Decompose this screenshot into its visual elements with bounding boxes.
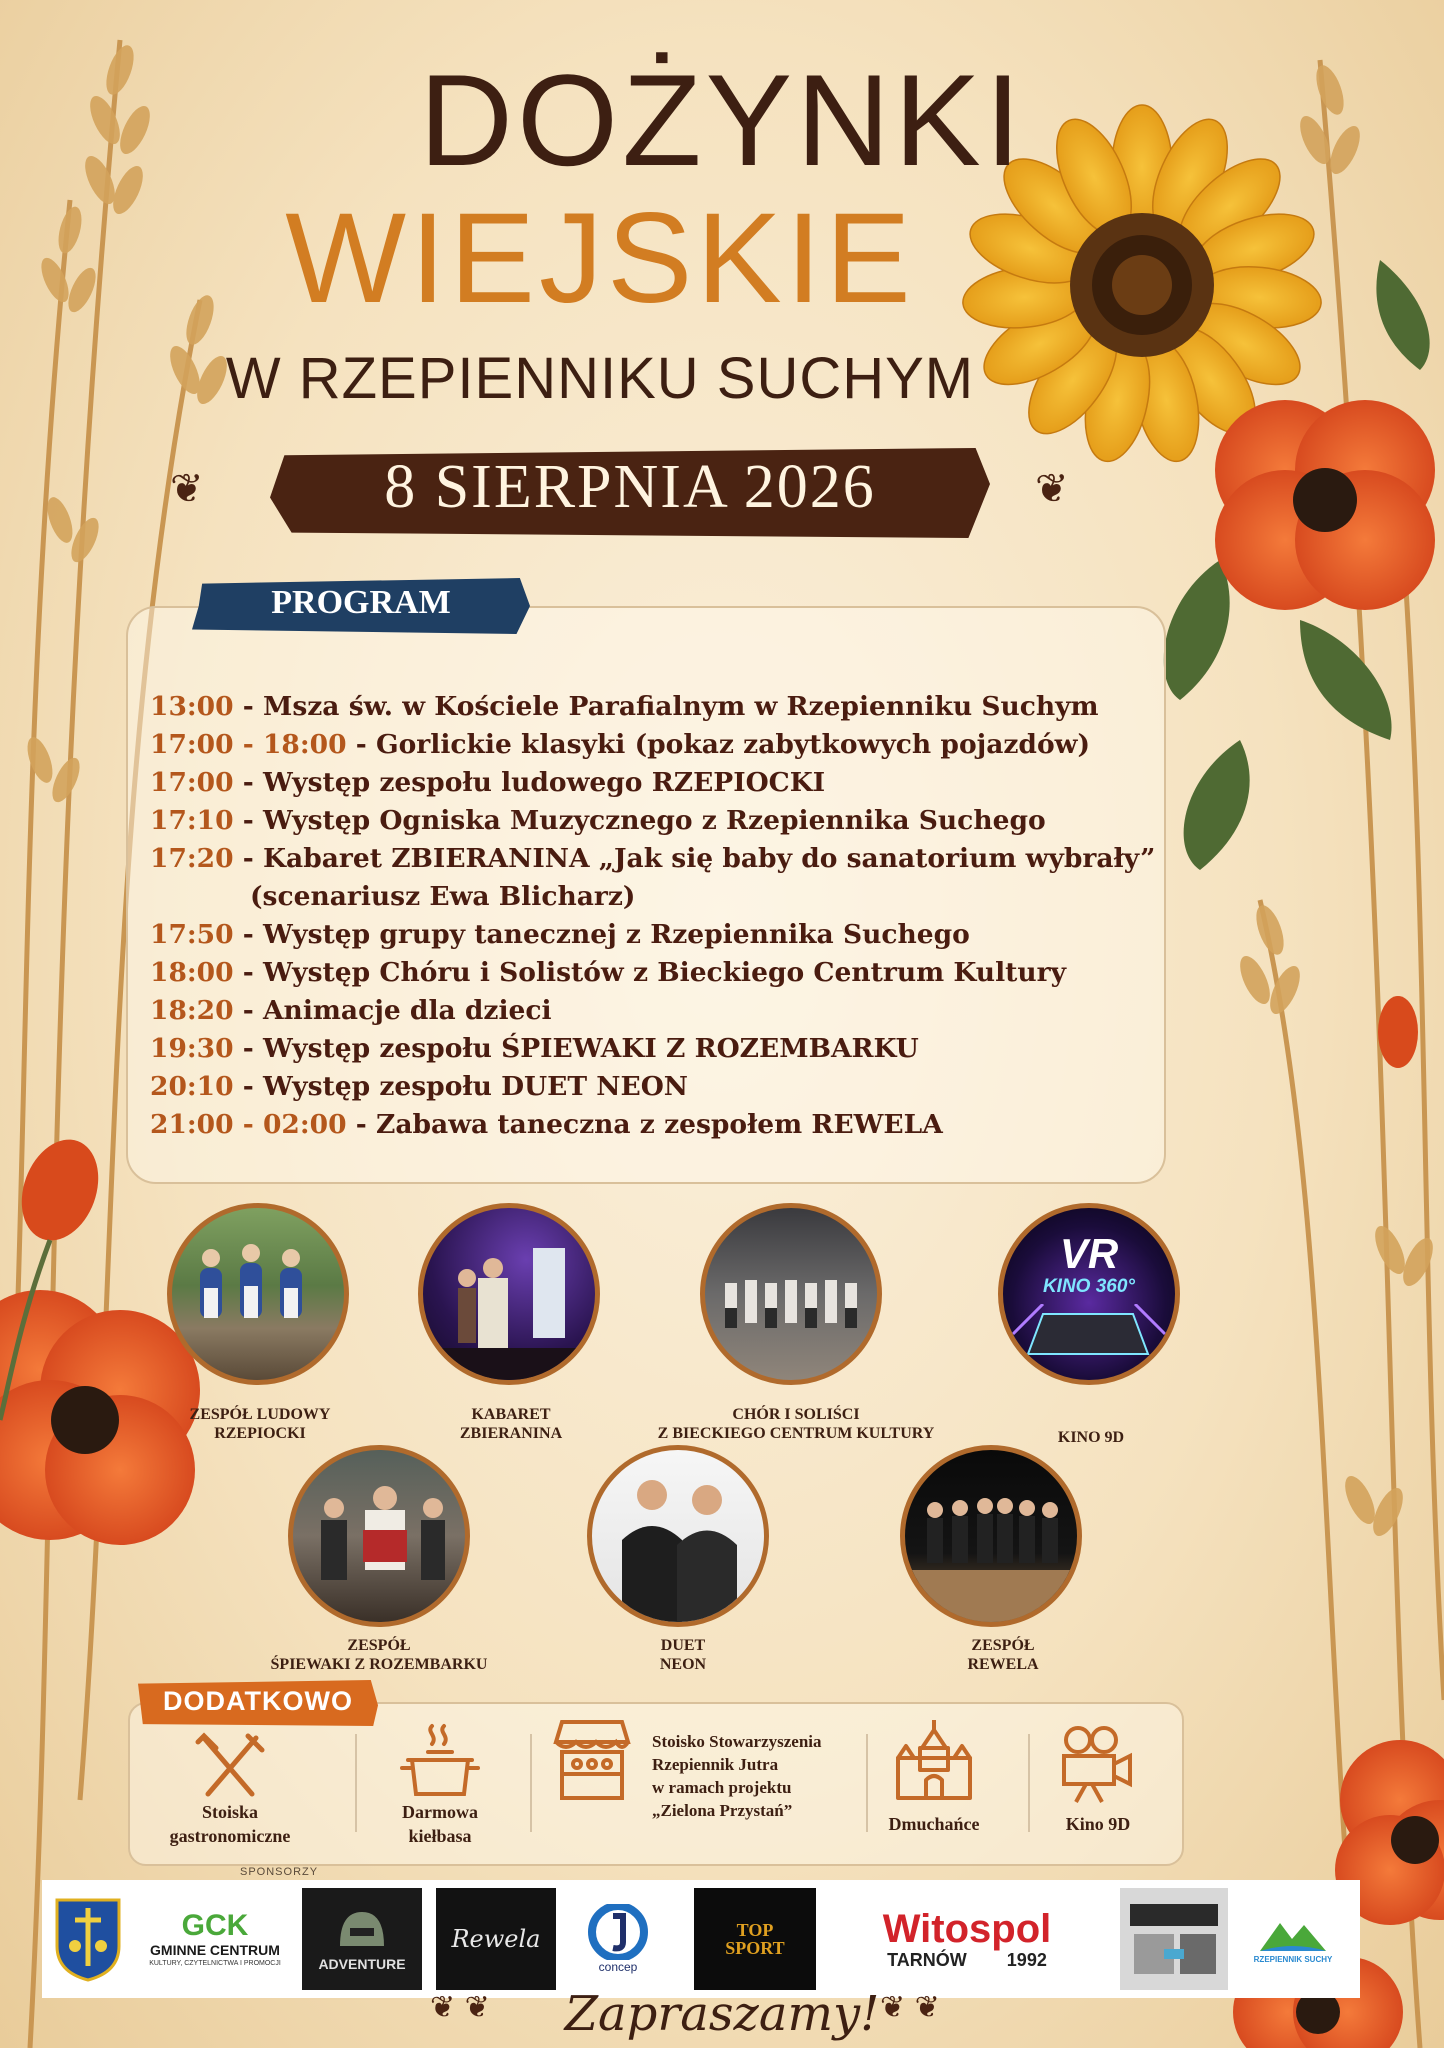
sprig-right-icon: ❦ <box>1035 466 1069 512</box>
poppy-icon <box>1215 400 1435 610</box>
caption-rewela: ZESPÓŁ REWELA <box>967 1637 1039 1673</box>
photo-spiewaki <box>288 1445 470 1627</box>
extras-heading: DODATKOWO <box>163 1686 353 1716</box>
program-item: 17:00 - 18:00 - Gorlickie klasyki (pokaz zabytkowych pojazdów) <box>150 729 1090 760</box>
title-dozynki: DOŻYNKI <box>419 47 1025 193</box>
gck-logo: GCK GMINNE CENTRUM KULTURY, CZYTELNICTWA I PROMOCJI <box>149 1908 281 1967</box>
concept-logo: concep <box>572 1888 664 1990</box>
caption-choir: CHÓR I SOLIŚCI Z BIECKIEGO CENTRUM KULTURY <box>657 1406 935 1442</box>
caption-spiewaki: ZESPÓŁ ŚPIEWAKI Z ROZEMBARKU <box>270 1637 488 1673</box>
film-camera-icon <box>1056 1724 1136 1804</box>
vr-seats-icon <box>1003 1304 1175 1380</box>
program-list <box>150 688 1160 1144</box>
choir-icon <box>705 1208 877 1380</box>
photo-duet-neon <box>587 1445 769 1627</box>
program-heading: PROGRAM <box>271 584 451 621</box>
collage-icon <box>1124 1894 1224 1984</box>
topsport-logo: TOP SPORT <box>694 1888 816 1990</box>
rewela-logo: Rewela <box>436 1888 556 1990</box>
program-item: 13:00 - Msza św. w Kościele Parafialnym w Rzepienniku Suchym <box>150 691 1099 722</box>
photo-kino-vr <box>998 1203 1180 1385</box>
photo-zbieranina <box>418 1203 600 1385</box>
program-item-continuation: (scenariusz Ewa Blicharz) <box>250 881 636 912</box>
photo-rzepiocki <box>167 1203 349 1385</box>
gmina-coat-of-arms-logo <box>50 1888 126 1990</box>
extras-label-food: Stoiska gastronomiczne <box>169 1802 291 1846</box>
accordion-player-icon <box>293 1450 465 1622</box>
vr-logo-text: VR <box>1059 1230 1119 1277</box>
program-item: 21:00 - 02:00 - Zabawa taneczna z zespołem REWELA <box>150 1109 943 1140</box>
concept-mark-icon <box>583 1904 653 1960</box>
caption-kino9d: KINO 9D <box>1057 1429 1125 1446</box>
witospol-logo: Witospol TARNÓW 1992 <box>882 1906 1052 1970</box>
poppy-bud-right-icon <box>1378 996 1418 1068</box>
caption-duet-neon: DUET NEON <box>659 1637 707 1673</box>
program-item: 18:20 - Animacje dla dzieci <box>150 995 552 1026</box>
sprig-left-icon: ❦ <box>170 466 204 512</box>
program-item: 19:30 - Występ zespołu ŚPIEWAKI Z ROZEMBARKU <box>150 1033 919 1064</box>
helmet-icon <box>332 1906 392 1956</box>
rzepiennik-suchy-logo: RZEPIENNIK SUCHY <box>1240 1888 1346 1990</box>
event-date: 8 SIERPNIA 2026 <box>384 453 876 521</box>
sponsor-photo-logo <box>1120 1888 1228 1990</box>
photo-rewela <box>900 1445 1082 1627</box>
program-item: 18:00 - Występ Chóru i Solistów z Bieckiego Centrum Kultury <box>150 957 1067 988</box>
extras-separator <box>530 1734 532 1832</box>
witospol-year: 1992 <box>1006 1949 1047 1970</box>
caption-zbieranina: KABARET ZBIERANINA <box>459 1406 563 1442</box>
extras-separator <box>355 1734 357 1832</box>
witospol-city: TARNÓW <box>887 1949 967 1970</box>
program-item: 17:20 - Kabaret ZBIERANINA „Jak się baby do sanatorium wybrały” <box>150 843 1156 874</box>
pot-icon <box>398 1722 482 1804</box>
coat-of-arms-icon <box>53 1896 123 1982</box>
extras-label-sausage: Darmowa kiełbasa <box>402 1802 478 1846</box>
vr-logo-subtext: KINO 360° <box>1042 1276 1136 1297</box>
closing-sprig-right-icon: ❦ ❦ <box>880 1990 940 2025</box>
program-item: 17:10 - Występ Ogniska Muzycznego z Rzepiennika Suchego <box>150 805 1046 836</box>
sponsors-heading: SPONSORZY <box>240 1866 319 1878</box>
program-item: 17:50 - Występ grupy tanecznej z Rzepiennika Suchego <box>150 919 970 950</box>
program-item: 20:10 - Występ zespołu DUET NEON <box>150 1071 689 1102</box>
market-stall-icon <box>552 1718 632 1804</box>
stage-actors-icon <box>423 1208 595 1380</box>
adventure-logo: ADVENTURE <box>302 1888 422 1990</box>
closing-invitation: Zapraszamy! <box>564 1986 880 2042</box>
fork-knife-icon <box>190 1732 270 1802</box>
title-wiejskie: WIEJSKIE <box>285 187 915 330</box>
closing-sprig-left-icon: ❦ ❦ <box>430 1990 490 2025</box>
photo-choir <box>700 1203 882 1385</box>
extras-label-bouncy: Dmuchańce <box>888 1814 980 1834</box>
dancers-icon <box>172 1208 344 1380</box>
title-location: W RZEPIENNIKU SUCHYM <box>225 346 975 411</box>
extras-label-kino: Kino 9D <box>1065 1814 1131 1834</box>
bouncy-castle-icon <box>892 1718 976 1806</box>
extras-label-stall: Stoisko Stowarzyszenia Rzepiennik Jutra w ramach projektu „Zielona Przystań” <box>652 1732 822 1820</box>
duo-singers-icon <box>592 1450 764 1622</box>
program-item: 17:00 - Występ zespołu ludowego RZEPIOCKI <box>150 767 826 798</box>
band-group-icon <box>905 1450 1077 1622</box>
mountains-icon <box>1258 1915 1328 1955</box>
caption-rzepiocki: ZESPÓŁ LUDOWY RZEPIOCKI <box>189 1406 331 1442</box>
